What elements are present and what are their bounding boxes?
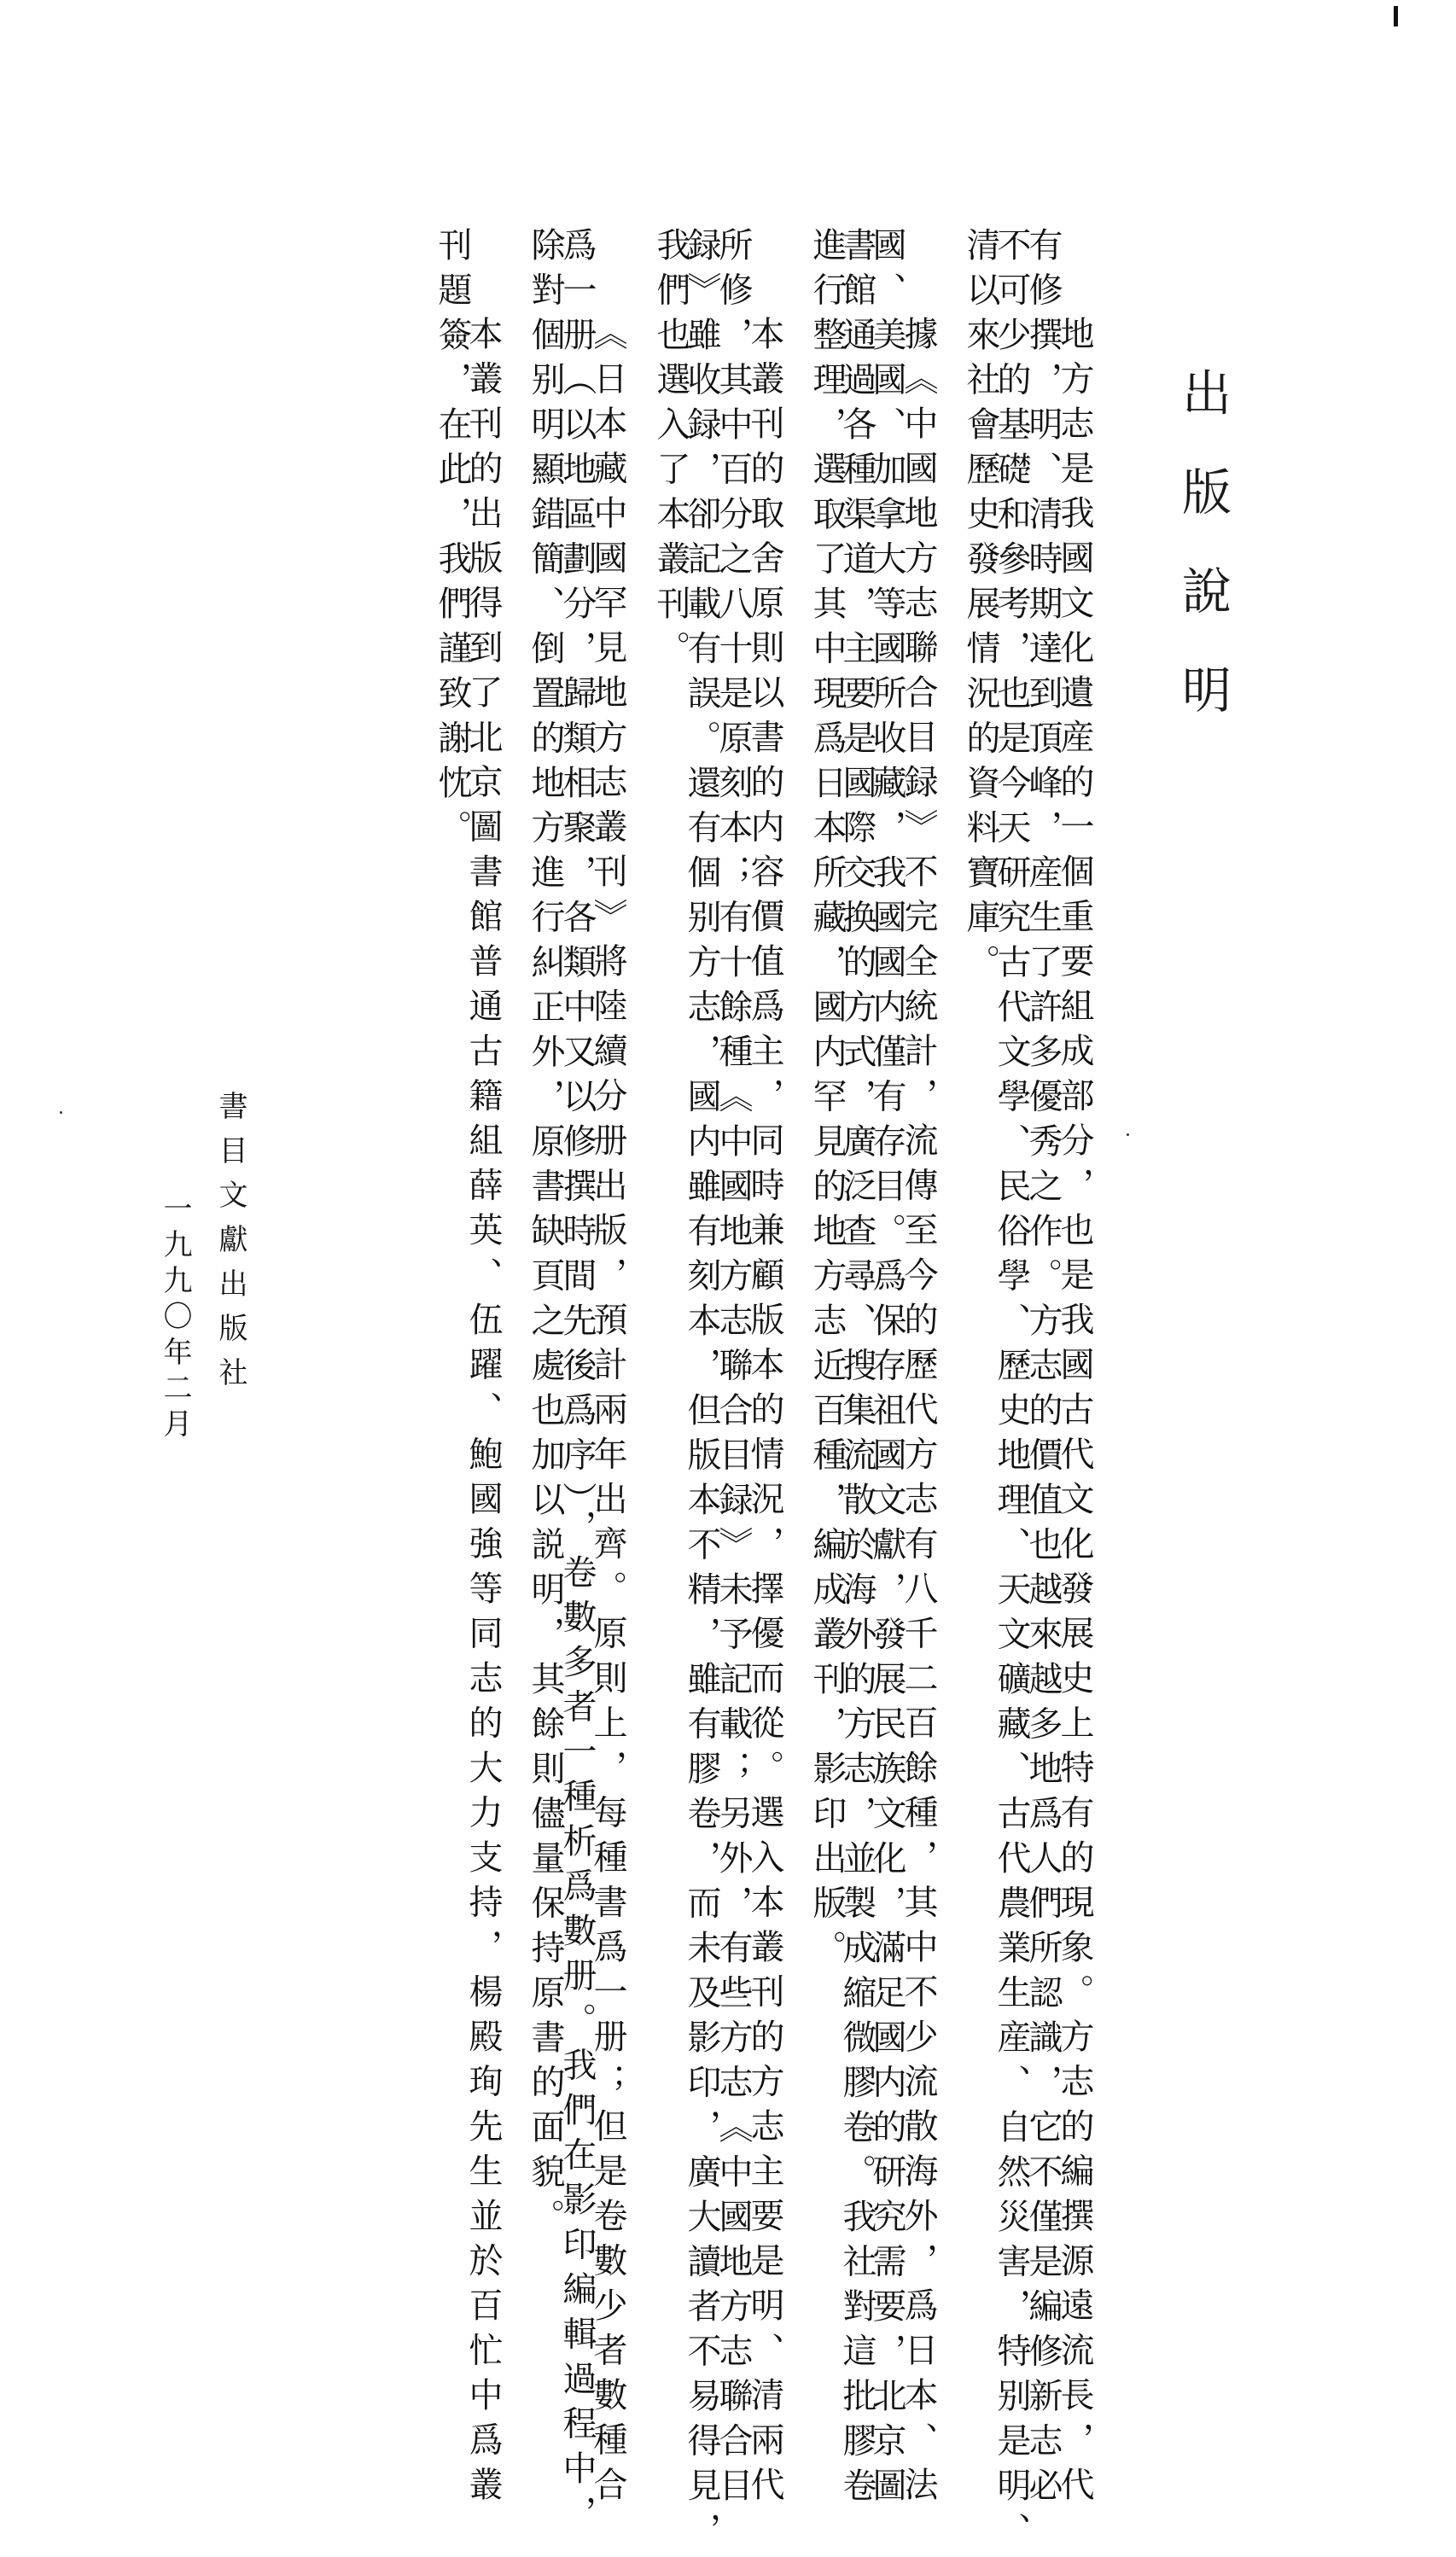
page-title: 出版說明 bbox=[1174, 367, 1232, 763]
scan-speck bbox=[1127, 1133, 1129, 1136]
paragraph-2-line-1: 據《中國地方志聯合目録》不完全統計，流傳至今的歷代方志有八千二百餘種，其中不少流散海外，爲日本、法 bbox=[899, 316, 938, 2512]
paragraph-1-line-1: 地方志是我國文化遺産的一個重要組成部分，也是我國古代文化發展史上特有的現象。方志的編撰源遠流長，代 bbox=[1055, 316, 1094, 2512]
paragraph-1-line-3: 不可少的基礎和參考，也是今天研究古代文學、民俗學、歷史地理、天文礦藏、古代農業生産、自然災害，特别是明、 bbox=[992, 227, 1031, 2557]
paragraph-3-line-1: 本叢刊的取舍原則以書的内容價值爲主，同時兼顧版本的情況，擇優而從。選入本叢刊的方志主要是明、清兩代 bbox=[745, 316, 784, 2512]
signature-date: 一九九〇年二月 bbox=[158, 1193, 192, 1444]
paragraph-2-line-4: 進行整理，選取了其中現爲日本所藏，國内罕見的地方志近百種，編成叢刊，影印出版。 bbox=[807, 227, 847, 1975]
paragraph-2-line-2: 國、美國、加拿大等國所收藏，我國國内僅有存目。爲保存祖國文獻，發展民族文化，滿足國内的研究需要，北京圖 bbox=[867, 227, 906, 2513]
paragraph-3-line-3: 録》雖收録，卻記載有誤。還有個别方志，國内雖有刻本，但版本不精，雖有膠卷，而未及影印，廣大讀者不易得見， bbox=[682, 227, 721, 2557]
paragraph-5-line-2: 刊題簽，在此，我們謹致謝忱。 bbox=[433, 227, 472, 854]
scan-speck bbox=[60, 1111, 62, 1114]
paragraph-3-line-4: 我們也選入了本叢刊。 bbox=[651, 227, 690, 675]
paragraph-1-line-4: 清以來社會歷史發展情況的資料寶庫。 bbox=[961, 227, 1000, 989]
paragraph-1-line-2: 有修撰，明、清時期達到頂峰，産生了許多優秀之作。方志的價值也越來越多地爲人們所認識，它不僅是編修新志必 bbox=[1023, 227, 1063, 2513]
paragraph-4-line-1: 《日本藏中國罕見地方志叢刊》將陸續分册出版，預計兩年出齊。原則上，每種書爲一册；但是卷數少者數種合 bbox=[588, 316, 627, 2512]
paragraph-5-line-1: 本叢刊的出版得到了北京圖書館普通古籍組薛英、伍躍、鮑國強等同志的大力支持，楊殿珣先生並於百忙中爲叢 bbox=[463, 316, 503, 2512]
paragraph-4-line-2: 爲一册（以地區劃分，歸類相聚，各類中又以修撰時間先後爲序），卷數多者一種析爲數册。我們在影印編輯過程中， bbox=[557, 227, 597, 2540]
paragraph-4-line-3: 除對個别明顯錯簡、倒置的地方進行糾正外，原書缺頁之處也加以説明，其餘則儘量保持原書的面貌。 bbox=[526, 227, 565, 2244]
publisher-signature: 書目文獻出版社 bbox=[213, 1091, 248, 1401]
paragraph-3-line-2: 所修，其中百分之八十是原刻本；有十餘種《中國地方志聯合目録》未予記載；另外，有些方志《中國地方志聯合目 bbox=[713, 227, 753, 2513]
paragraph-2-line-3: 書館通過各種渠道，主要是國際交换的方式，廣泛查尋、搜集流散於海外的方志，並製成縮微膠卷。我社對這批膠卷 bbox=[837, 227, 877, 2513]
page-number-mark bbox=[1394, 6, 1398, 26]
